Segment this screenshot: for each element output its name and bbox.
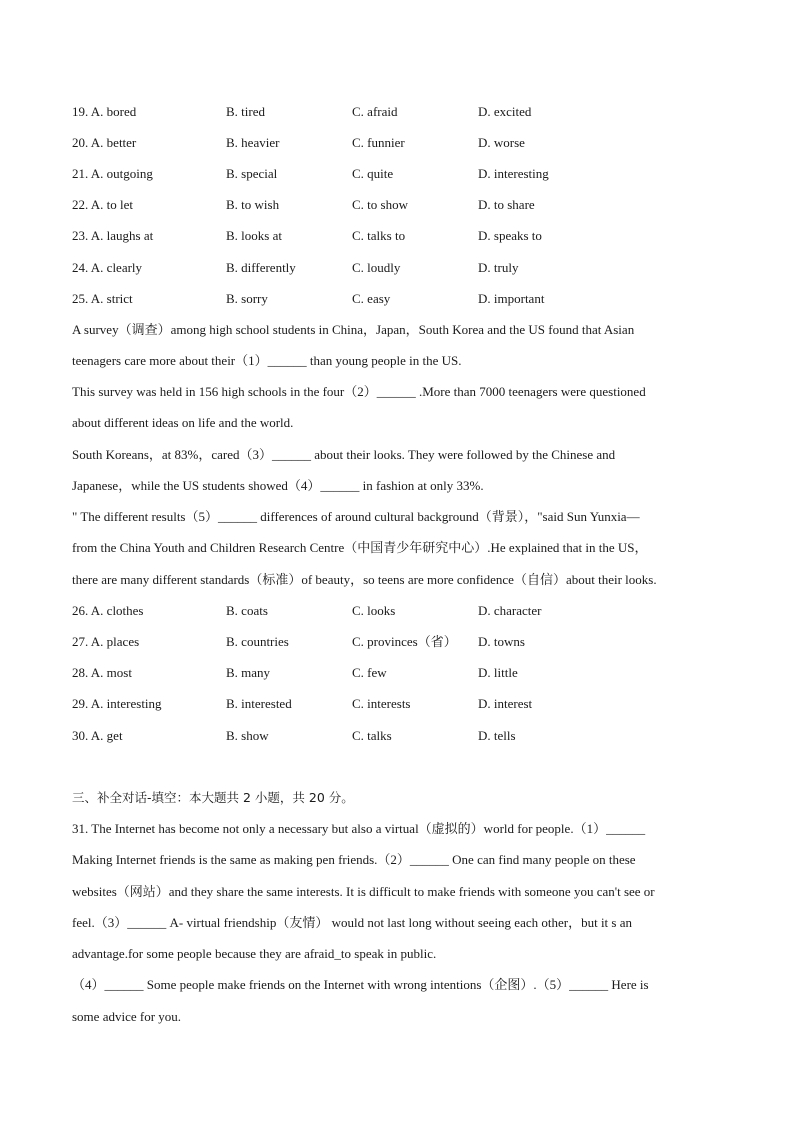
option-b: B. heavier <box>226 135 280 150</box>
dialog-line: Making Internet friends is the same as making pen friends.（2）______ One can find many people on these <box>72 852 636 867</box>
question-26-options <box>72 601 732 621</box>
question-19-options <box>72 102 732 122</box>
passage-line: This survey was held in 156 high schools in the four（2）______ .More than 7000 teenagers were questioned <box>72 384 646 399</box>
option-d: D. interesting <box>478 166 549 181</box>
passage-line: about different ideas on life and the world. <box>72 415 294 430</box>
option-a: 26. A. clothes <box>72 603 144 618</box>
passage-line: teenagers care more about their（1）______ than young people in the US. <box>72 353 462 368</box>
option-c: C. talks to <box>352 228 406 243</box>
option-c: C. looks <box>352 603 396 618</box>
passage-line: there are many different standards（标准）of beauty，so teens are more confidence（自信）about their looks. <box>72 572 657 587</box>
dialog-line: advantage.for some people because they are afraid_to speak in public. <box>72 946 437 961</box>
option-b: B. looks at <box>226 228 282 243</box>
passage-line: from the China Youth and Children Research Centre（中国青少年研究中心）.He explained that in the US， <box>72 540 648 555</box>
option-d: D. truly <box>478 260 519 275</box>
option-d: D. to share <box>478 197 535 212</box>
passage-line: Japanese，while the US students showed（4）______ in fashion at only 33%. <box>72 478 484 493</box>
question-25-options <box>72 289 732 309</box>
option-b: B. many <box>226 665 271 680</box>
question-30-options <box>72 726 732 746</box>
option-b: B. coats <box>226 603 268 618</box>
option-d: D. worse <box>478 135 525 150</box>
option-d: D. towns <box>478 634 525 649</box>
option-d: D. excited <box>478 104 532 119</box>
option-b: B. show <box>226 728 269 743</box>
option-b: B. special <box>226 166 278 181</box>
option-b: B. differently <box>226 260 296 275</box>
question-28-options <box>72 663 732 683</box>
question-20-options <box>72 133 732 153</box>
dialog-line: 31. The Internet has become not only a necessary but also a virtual（虚拟的）world for people.（1）______ <box>72 821 646 836</box>
option-c: C. provinces（省） <box>352 634 457 649</box>
option-d: D. character <box>478 603 542 618</box>
option-b: B. tired <box>226 104 265 119</box>
option-a: 27. A. places <box>72 634 140 649</box>
option-c: C. quite <box>352 166 394 181</box>
passage-line: South Koreans，at 83%，cared（3）______ about their looks. They were followed by the Chinese and <box>72 447 616 462</box>
option-a: 19. A. bored <box>72 104 137 119</box>
option-d: D. little <box>478 665 518 680</box>
dialog-line: feel.（3）______ A- virtual friendship（友情） would not last long without seeing each other，but it s an <box>72 915 632 930</box>
option-a: 25. A. strict <box>72 291 133 306</box>
question-24-options <box>72 258 732 278</box>
option-a: 23. A. laughs at <box>72 228 154 243</box>
section-heading: 三、补全对话-填空：本大题共 2 小题，共 20 分。 <box>72 790 354 805</box>
option-d: D. important <box>478 291 545 306</box>
passage-line: " The different results（5）______ differences of around cultural background（背景），"said Sun Yunxia— <box>72 509 640 524</box>
option-a: 20. A. better <box>72 135 137 150</box>
option-b: B. sorry <box>226 291 268 306</box>
option-c: C. talks <box>352 728 392 743</box>
option-a: 29. A. interesting <box>72 696 162 711</box>
option-a: 21. A. outgoing <box>72 166 153 181</box>
option-a: 30. A. get <box>72 728 123 743</box>
option-c: C. afraid <box>352 104 398 119</box>
question-23-options <box>72 226 732 246</box>
dialog-line: some advice for you. <box>72 1009 182 1024</box>
option-b: B. to wish <box>226 197 280 212</box>
option-c: C. interests <box>352 696 411 711</box>
question-22-options <box>72 195 732 215</box>
option-a: 24. A. clearly <box>72 260 143 275</box>
question-29-options <box>72 694 732 714</box>
option-c: C. funnier <box>352 135 405 150</box>
option-c: C. easy <box>352 291 391 306</box>
option-b: B. countries <box>226 634 289 649</box>
option-c: C. loudly <box>352 260 401 275</box>
question-21-options <box>72 164 732 184</box>
option-d: D. tells <box>478 728 516 743</box>
dialog-line: （4）______ Some people make friends on the Internet with wrong intentions（企图）.（5）______ Here is <box>72 977 649 992</box>
dialog-line: websites（网站）and they share the same interests. It is difficult to make friends with someone you can't see or <box>72 884 655 899</box>
passage-line: A survey（调查）among high school students in China，Japan，South Korea and the US found that Asian <box>72 322 635 337</box>
option-a: 22. A. to let <box>72 197 134 212</box>
option-d: D. interest <box>478 696 533 711</box>
option-a: 28. A. most <box>72 665 132 680</box>
option-b: B. interested <box>226 696 292 711</box>
option-c: C. to show <box>352 197 408 212</box>
question-27-options <box>72 632 732 652</box>
option-d: D. speaks to <box>478 228 542 243</box>
option-c: C. few <box>352 665 387 680</box>
